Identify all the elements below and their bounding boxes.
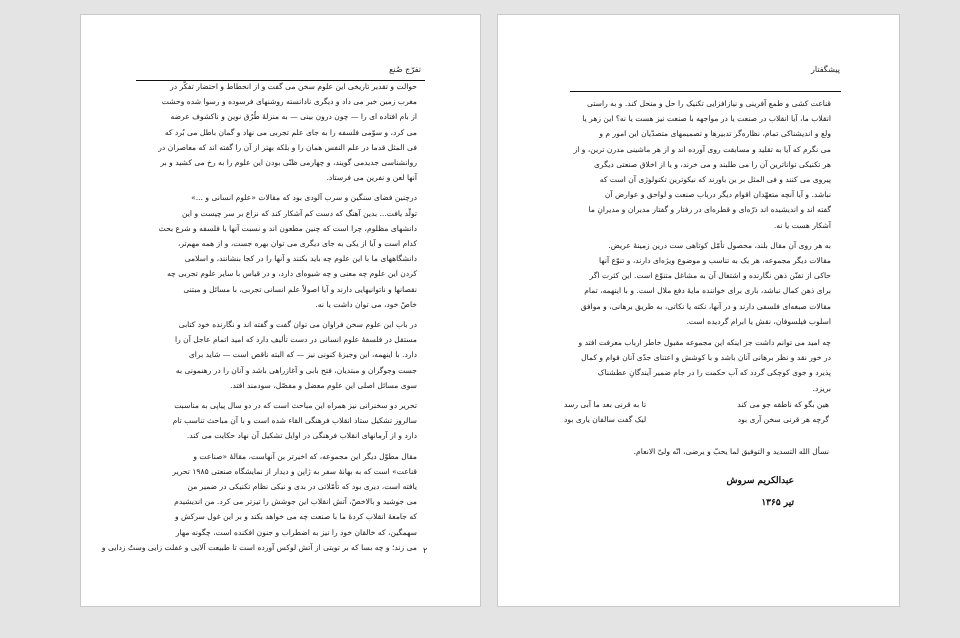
right-body-text-2 xyxy=(568,335,831,396)
text-line: چه امید می توانم داشت جز اینکه این مجموعه مقبول خاطر ارباب معرفت افتد و xyxy=(578,338,831,347)
text-line: مقالات دیگر مجموعه، هر یک به تناسب و موضوع ویژه‌ای دارند، و تنوّع آنها xyxy=(599,256,831,266)
text-line: پیروی می کنند و فی المثل بر ین باورند که نیکوترین تکنولوژی آن است که xyxy=(599,175,831,185)
paragraph xyxy=(144,398,417,444)
text-line: می کرد، و سوّمی فلسفه را به جای علم تجربی می نهاد و گمان باطل می بُرد که xyxy=(164,127,417,137)
text-line: مغرب زمین خبر می داد و دیگری نادانسته روشنهای فرسوده و رسوا شده وحشت xyxy=(161,97,417,107)
paragraph xyxy=(144,317,417,393)
text-line: تولّد یافت... بدین آهنگ که دست کم آشکار کند که نزاع بر سر چیست و این xyxy=(182,208,417,218)
poem-hemistich: تا به قرنی بعد ما آبی رسد xyxy=(564,400,647,409)
running-head: تفرّج صُنع xyxy=(389,65,421,74)
poem-couplet xyxy=(564,412,829,427)
text-line: برای ذهن کمال نباشد، باری برای خواننده مایهٔ دفع ملال است. و با اینهمه، تمام xyxy=(584,286,831,296)
left-page xyxy=(80,14,481,607)
text-line: از بام افتاده ای را — چون درون بینی — به منزلهٔ طُرُق نوین و ناکشوف عرضه xyxy=(170,112,417,122)
text-line: ولع و اندیشناکی تمام، نظاره‌گر تدبیرها و تصمیمهای متصدّیان این امور م و xyxy=(599,129,831,139)
text-line: نقصانها و ناتوانیهایی دارند و آیا اصولاً علم انسانی تجربی، با مسائل و مبتنی xyxy=(183,284,417,294)
text-line: مقالات صبغه‌ای فلسفی دارند و در آنها، نکته یا نکاتی، به طریق برهانی، و موافق xyxy=(580,301,831,311)
text-line: یافته است، دیری بود که تأمّلاتی در بدی و نیکی نظام تکنیکی در ضمیر من xyxy=(187,482,417,492)
text-line: جست وجوگران و مبتدیان، فتح بابی و آغازراهی باشد و آنان را در رهنمونی به xyxy=(175,365,417,375)
text-line: سوی مسائل اصلی این علوم معضل و مفصّل، سودمند افتد. xyxy=(230,380,417,390)
text-line: آنها لعن و نفرین می فرستاد. xyxy=(326,173,417,183)
text-line: که جامعهٔ انقلاب کردهٔ ما با صنعت چه می خواهد بکند و بر این غول سرکش و xyxy=(174,512,417,522)
text-line: دانشگاههای ما با این علوم چه باید بکنند و آنها را در کجا بنشانند، و اسلامی xyxy=(184,254,417,264)
header-rule xyxy=(570,91,841,92)
running-head: پیشگفتار xyxy=(811,65,840,74)
text-line: می زند؛ و چه بسا که بر توبتی از آتش لوکس آورده است تا طبیعت آلایی و غفلت زایی وستُ زدایی و xyxy=(101,542,417,552)
right-page xyxy=(497,14,900,607)
text-line: سالروز تشکیل ستاد انقلاب فرهنگی القاء شده است و با آن مباحث تناسب تام xyxy=(172,416,417,426)
left-body-text xyxy=(101,79,417,555)
text-line: تحریر دو سخنرانی نیز همراه این مباحث است که در دو سال پیاپی به مناسبت xyxy=(174,401,417,411)
poem-hemistich: لیک گفت سالفان یاری بود xyxy=(564,415,647,424)
text-line: سهمگین، که خالقان خود را نیز به اضطراب و جنون افکنده است، چگونه مهار xyxy=(175,527,417,537)
text-line: کدام است و آیا از یکی به جای دیگری می توان بهره جست، و از همه مهم‌تر، xyxy=(177,239,417,249)
text-line: حوالت و تقدیر تاریخی این علوم سخن می گفت و از انحطاط و احتضار تفکّر در xyxy=(170,82,417,91)
poem xyxy=(564,397,829,427)
page-number: ۲ xyxy=(423,546,428,555)
text-line: خاصّ خود، می توان داشت یا نه. xyxy=(315,299,417,309)
text-line: گفته اند و اندیشیده اند ذرّه‌ای و قطره‌ای در رفتار و گفتار مدیران و مدیرانِ ما xyxy=(588,205,831,215)
paragraph xyxy=(568,96,831,233)
text-line: می جوشید و بالاخصّ، آتش انقلاب این جوشش را تیزتر می کرد. من اندیشیدم xyxy=(174,497,417,507)
text-line: دارد. با اینهمه، این وجیزهٔ کنونی نیز — که البته ناقص است — شاید برای xyxy=(188,350,417,360)
text-line: در خور نقد و نظر برهانی آنان باشد و با کوشش و اعتنای جدّی آنان قوام و کمال xyxy=(581,353,831,363)
text-line: دانشهای مظلوم، چرا است که چنین مطعون اند و نسبت آنها با فلسفه و شرع بحث xyxy=(158,223,417,233)
text-line: حاکی از تفنّن ذهن نگارنده و اشتغال آن به مشاغل متنوّع است. این کثرت اگر xyxy=(589,271,831,281)
text-line: مقال مطوّل دیگر این مجموعه، که اخیرتر ین آنهاست، مقالهٔ «صناعت و xyxy=(193,451,417,461)
text-line: نباشد. و آیا آنچه متعهّدان اقوام دیگر درباب صنعت و لواحق و عوارض آن xyxy=(604,190,831,200)
text-line: انقلاب ما، آیا انقلاب در صنعت یا در مواجهه با صنعت نیز هست یا نه؟ این زهر یا xyxy=(582,114,831,124)
paragraph xyxy=(144,79,417,185)
text-line: قناعت» است که به بهانهٔ سفر به ژاپن و دیدار از نمایشگاه صنعتی ۱۹۸۵ تحریر xyxy=(172,466,417,476)
paragraph xyxy=(568,238,831,329)
text-line: می نگرم که آیا به تقلید و مسابقت روی آورده اند و از هر ماشینی مدرن ترین، و از xyxy=(573,144,831,154)
text-line: هر تکنیکی تواناترین آن را می طلبند و می خرند، و یا از اخلاق صنعتی دیگری xyxy=(593,159,831,169)
text-line: پذیرد و جوی کوچکی گردد که آب حکمت را در جام ضمیر آیندگانِ عطشناک xyxy=(597,368,831,378)
text-line: آشکار هست یا نه. xyxy=(773,220,831,230)
text-line: مستقل در فلسفهٔ علوم انسانی در دست تألیف دارد که امید اتمام عاجل آن را xyxy=(174,335,417,345)
poem-hemistich: هین بگو که ناطقه جو می کند xyxy=(737,400,829,409)
poem-hemistich: گرچه هر قرنی سخن آری بود xyxy=(737,415,829,424)
text-line: کردن این علوم چه معنی و چه شیوه‌ای دارد، و در قیاس با سایر علوم تجربی چه xyxy=(167,269,417,279)
text-line: در باب این علوم سخن فراوان می توان گفت و گفته اند و نگارنده خود کتابی xyxy=(178,320,417,330)
text-line: بریزد. xyxy=(812,383,831,393)
text-line: قناعت کشی و طمع آفرینی و نیازافزایی تکنیک را حل و منحل کند. و به راستی xyxy=(587,99,831,108)
text-line: دارد و از آرمانهای انقلاب فرهنگی در اوایل تشکیل آن نهاد حکایت می کند. xyxy=(186,431,417,441)
paragraph xyxy=(101,449,417,555)
text-line: فی المثل قدما در علم النفس همان را و بلکه بهتر از آن را گفته اند که معاصران در xyxy=(158,142,417,152)
text-line: اسلوب فیلسوفان، نقش یا ابرام گردیده است. xyxy=(686,316,831,326)
right-body-text xyxy=(568,96,831,329)
text-line: درچنین فضای سنگین و سرب آلودی بود که مقالات «علوم انسانی و ...» xyxy=(191,193,417,203)
signature-name: عبدالکریم سروش xyxy=(726,476,794,486)
closing-prayer: نسأل الله التسدید و التوفیق لما یحبّ و یرضی، انّه ولیّ الانعام. xyxy=(633,447,829,456)
paragraph xyxy=(144,190,417,312)
paragraph xyxy=(568,335,831,396)
poem-couplet xyxy=(564,397,829,412)
text-line: روانشناسی جدیدمی گویند، و چهارمی ظنّی بودن این علوم را به رخ می کشید و بر xyxy=(160,158,417,168)
signature-date: تیر ۱۳۶۵ xyxy=(761,498,794,508)
text-line: به هر روی آن مقال بلند، محصول تأمّل کوتاهی ست درین زمینهٔ عریض. xyxy=(608,240,831,250)
